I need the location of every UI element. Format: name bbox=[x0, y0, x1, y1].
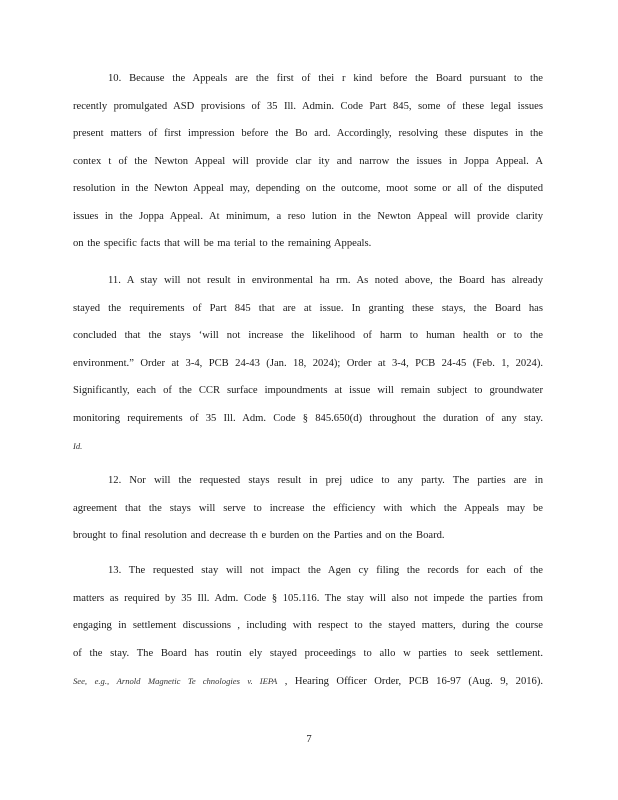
text-line: on the specific facts that will be ma terial to the remaining Appeals. bbox=[73, 238, 372, 249]
text-line: of the stay. The Board has routin ely stayed proceedings to allo w parties to seek settlement. bbox=[73, 647, 543, 659]
citation-eg: e.g., bbox=[94, 676, 110, 686]
text-line: 12. Nor will the requested stays result in prej udice to any party. The parties are in bbox=[108, 475, 543, 486]
text-line: 10. Because the Appeals are the first of thei r kind before the Board pursuant to the bbox=[108, 73, 543, 84]
page-number: 7 bbox=[306, 734, 312, 745]
case-name-part: Te chnologies bbox=[187, 676, 240, 686]
text-line: 11. A stay will not result in environmental ha rm. As noted above, the Board has already bbox=[108, 275, 543, 286]
paragraph-13 bbox=[73, 562, 543, 702]
text-line: contex t of the Newton Appeal will provide clar ity and narrow the issues in Joppa Appeal. A bbox=[73, 155, 543, 167]
paragraph-11 bbox=[73, 272, 543, 462]
case-name-part: v. IEPA bbox=[247, 676, 278, 686]
text-line: stayed the requirements of Part 845 that are at issue. In granting these stays, the Board has bbox=[73, 302, 543, 314]
text-line: agreement that the stays will serve to increase the efficiency with which the Appeals may be bbox=[73, 502, 543, 514]
text-line: Significantly, each of the CCR surface impoundments at issue will remain subject to groundwater bbox=[73, 385, 543, 396]
text-line: engaging in settlement discussions , including with respect to the stayed matters, during the course bbox=[73, 620, 543, 631]
text-line: environment.” Order at 3-4, PCB 24-43 (Jan. 18, 2024); Order at 3-4, PCB 24-45 (Feb. 1, 2024). bbox=[73, 357, 543, 369]
citation-signal: See, bbox=[73, 676, 88, 686]
text-line: brought to final resolution and decrease th e burden on the Parties and on the Board. bbox=[73, 530, 445, 541]
text-line: resolution in the Newton Appeal may, depending on the outcome, moot some or all of the disputed bbox=[73, 183, 543, 194]
closing-citation-line bbox=[73, 672, 543, 690]
text-line: recently promulgated ASD provisions of 35 Ill. Admin. Code Part 845, some of these legal issues bbox=[73, 100, 543, 112]
paragraph-10 bbox=[73, 70, 543, 260]
text-line: 13. The requested stay will not impact the Agen cy filing the records for each of the bbox=[108, 565, 543, 576]
case-name-part: Arnold bbox=[116, 676, 141, 686]
text-line: present matters of first impression before the Bo ard. Accordingly, resolving these disputes in the bbox=[73, 128, 543, 139]
citation-id: Id. bbox=[73, 441, 83, 451]
paragraph-12 bbox=[73, 472, 543, 552]
text-line: monitoring requirements of 35 Ill. Adm. Code § 845.650(d) throughout the duration of any stay. bbox=[73, 412, 543, 424]
citation-rest: , Hearing Officer Order, PCB 16-97 (Aug. 9, 2016). bbox=[284, 676, 544, 687]
text-line: issues in the Joppa Appeal. At minimum, a reso lution in the Newton Appeal will provide clarity bbox=[73, 210, 543, 222]
text-line: matters as required by 35 Ill. Adm. Code § 105.116. The stay will also not impede the parties from bbox=[73, 592, 543, 604]
text-line: concluded that the stays ‘will not increase the likelihood of harm to human health or to the bbox=[73, 330, 543, 341]
case-name-part: Magnetic bbox=[147, 676, 181, 686]
